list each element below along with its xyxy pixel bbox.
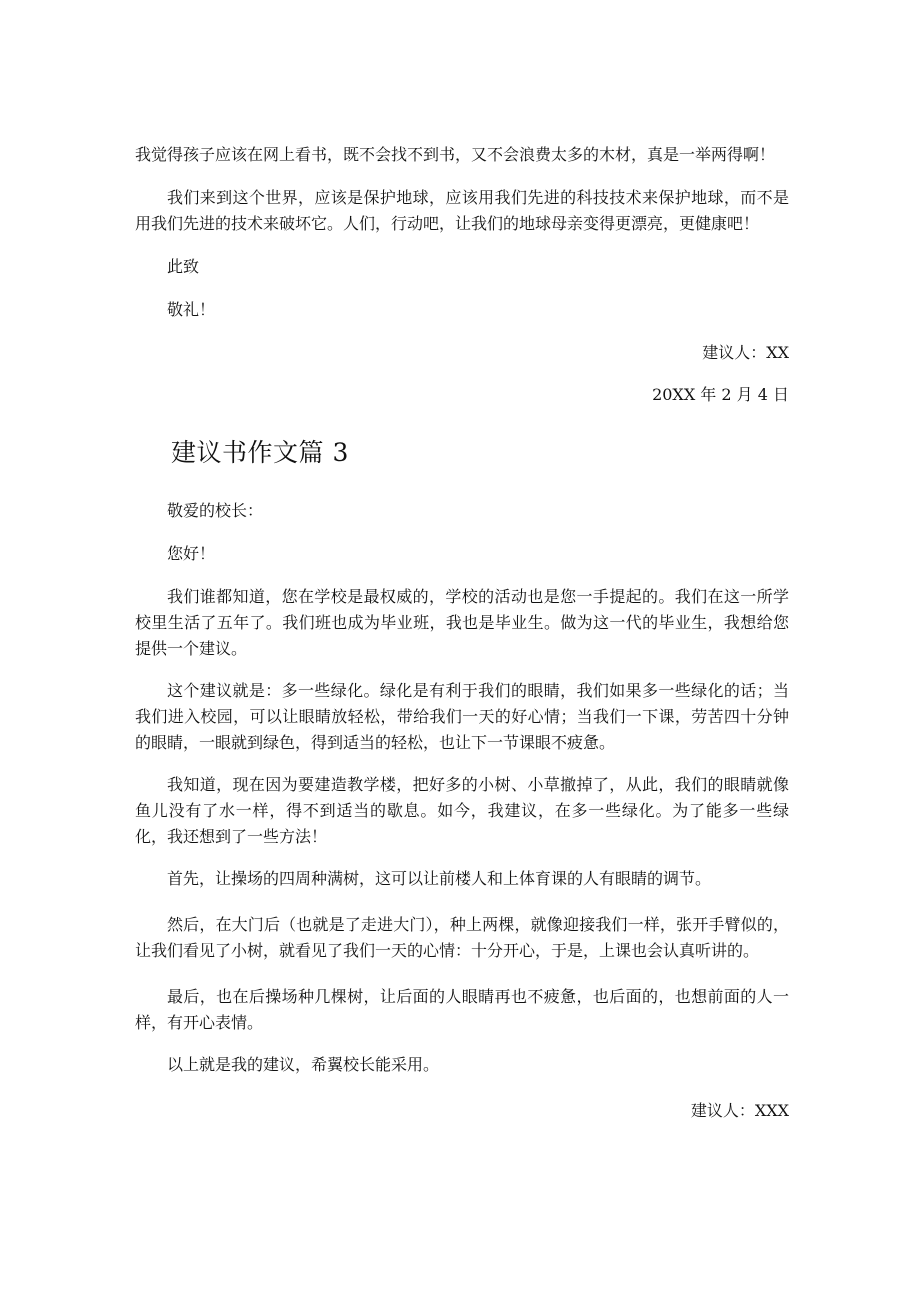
signer-prev: 建议人：XX (702, 343, 789, 362)
paragraph-1: 我们谁都知道，您在学校是最权威的，学校的活动也是您一手提起的。我们在这一所学校里生活了五年了。我们班也成为毕业班，我也是毕业生。做为这一代的毕业生，我想给您提供一个建议。 (135, 587, 789, 658)
paragraph-4: 首先，让操场的四周种满树，这可以让前楼人和上体育课的人有眼睛的调节。 (167, 869, 712, 888)
paragraph-prev-1: 我觉得孩子应该在网上看书，既不会找不到书，又不会浪费太多的木材，真是一举两得啊！ (135, 145, 776, 164)
document-content (135, 142, 789, 1124)
salutation: 敬爱的校长： (167, 501, 264, 520)
closing-line-2: 敬礼！ (167, 300, 216, 319)
paragraph-prev-2: 我们来到这个世界，应该是保护地球，应该用我们先进的科技技术来保护地球，而不是用我们先进的技术来破坏它。人们，行动吧，让我们的地球母亲变得更漂亮，更健康吧！ (135, 188, 789, 233)
greeting: 您好！ (167, 544, 216, 563)
section-title: 建议书作文篇 3 (171, 438, 349, 467)
paragraph-7: 以上就是我的建议，希翼校长能采用。 (167, 1055, 440, 1074)
closing-line-1: 此致 (167, 257, 200, 276)
date-prev: 20XX 年 2 月 4 日 (652, 385, 789, 404)
signer: 建议人：XXX (690, 1101, 789, 1120)
paragraph-5: 然后，在大门后（也就是了走进大门），种上两棵，就像迎接我们一样，张开手臂似的，让我们看见了小树，就看见了我们一天的心情：十分开心，于是，上课也会认真听讲的。 (135, 915, 789, 960)
paragraph-2: 这个建议就是：多一些绿化。绿化是有利于我们的眼睛，我们如果多一些绿化的话；当我们进入校园，可以让眼睛放轻松，带给我们一天的好心情；当我们一下课，劳苦四十分钟的眼睛，一眼就到绿色，得到适当的轻松，也让下一节课眼不疲惫。 (135, 681, 789, 752)
paragraph-6: 最后，也在后操场种几棵树，让后面的人眼睛再也不疲惫，也后面的，也想前面的人一样，有开心表情。 (135, 987, 789, 1032)
paragraph-3: 我知道，现在因为要建造教学楼，把好多的小树、小草撤掉了，从此，我们的眼睛就像鱼儿没有了水一样，得不到适当的歇息。如今，我建议，在多一些绿化。为了能多一些绿化，我还想到了一些方法！ (135, 775, 789, 846)
